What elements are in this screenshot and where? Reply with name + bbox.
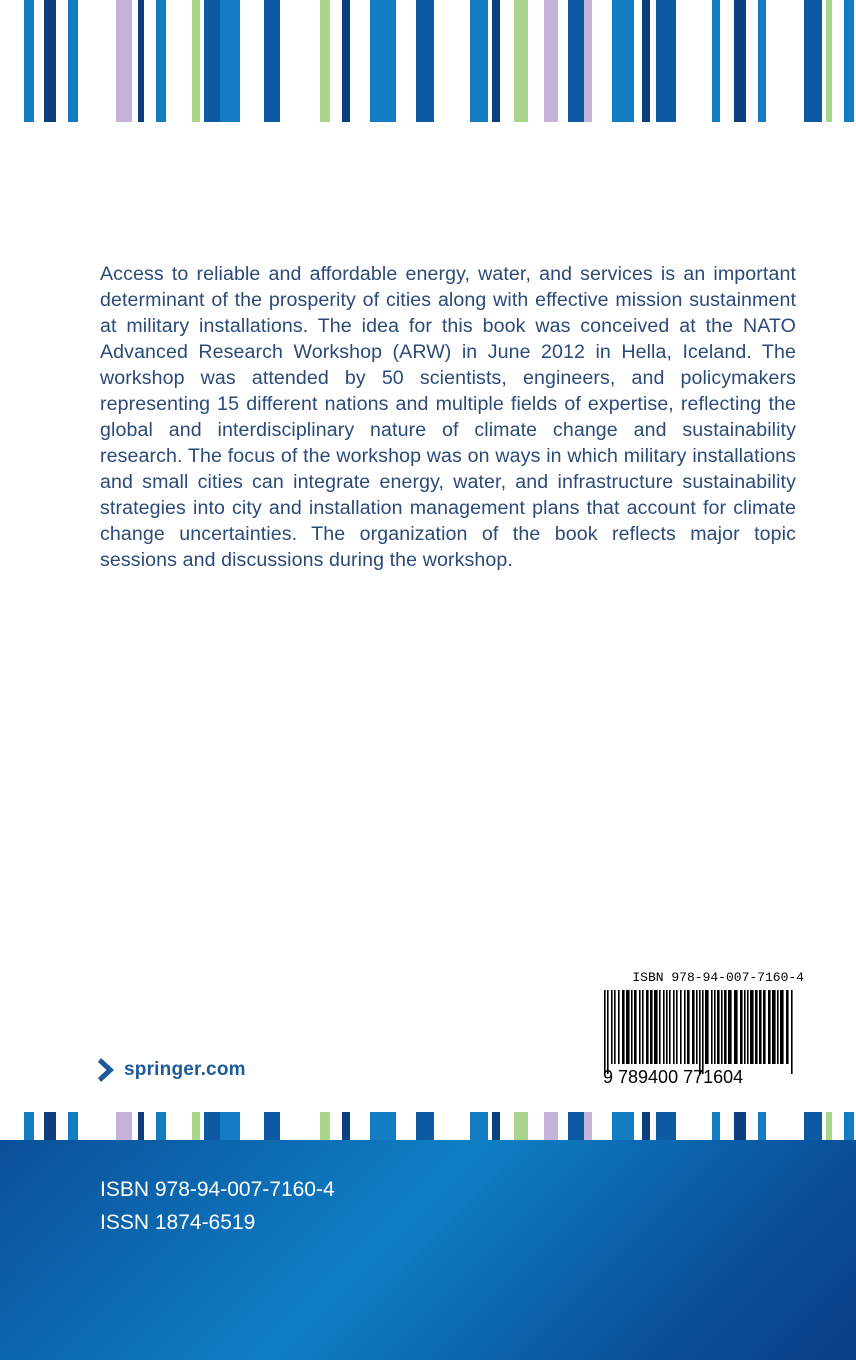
springer-logo bbox=[98, 1055, 246, 1085]
barcode-bar bbox=[786, 990, 789, 1064]
footer-isbn: ISBN 978-94-007-7160-4 bbox=[100, 1178, 335, 1201]
stripe bbox=[514, 1112, 528, 1140]
stripe bbox=[470, 0, 488, 122]
barcode-bar bbox=[714, 990, 716, 1064]
barcode-bar bbox=[663, 990, 665, 1064]
stripe bbox=[470, 1112, 488, 1140]
stripe bbox=[758, 0, 766, 122]
barcode-bar bbox=[684, 990, 686, 1064]
barcode-bar bbox=[740, 990, 743, 1064]
stripe bbox=[370, 0, 396, 122]
barcode-bar bbox=[772, 990, 776, 1064]
stripe bbox=[204, 0, 220, 122]
stripe bbox=[342, 1112, 350, 1140]
barcode-bar bbox=[666, 990, 668, 1064]
barcode-digits: 9 789400 771604 bbox=[603, 1067, 744, 1086]
barcode-bar bbox=[631, 990, 633, 1064]
stripe bbox=[342, 0, 350, 122]
barcode-bar bbox=[622, 990, 625, 1064]
stripe bbox=[734, 0, 746, 122]
stripe bbox=[416, 0, 434, 122]
stripe bbox=[204, 1112, 220, 1140]
barcode-bar bbox=[646, 990, 649, 1064]
barcode-bar bbox=[711, 990, 713, 1064]
stripe bbox=[44, 1112, 56, 1140]
barcode-bar bbox=[791, 990, 793, 1074]
barcode-bar bbox=[654, 990, 658, 1064]
stripe bbox=[734, 1112, 746, 1140]
stripe bbox=[138, 1112, 144, 1140]
stripe bbox=[44, 0, 56, 122]
stripe bbox=[584, 1112, 592, 1140]
stripe bbox=[416, 1112, 434, 1140]
stripe bbox=[68, 1112, 78, 1140]
barcode-bar bbox=[611, 990, 613, 1064]
barcode-bar bbox=[768, 990, 771, 1064]
isbn-barcode bbox=[600, 990, 800, 1086]
barcode-bar bbox=[750, 990, 754, 1064]
barcode-bar bbox=[676, 990, 678, 1064]
stripe bbox=[192, 0, 200, 122]
stripe bbox=[612, 1112, 634, 1140]
stripe bbox=[68, 0, 78, 122]
stripe bbox=[544, 0, 558, 122]
barcode-bar bbox=[642, 990, 644, 1064]
stripe bbox=[642, 0, 650, 122]
stripe bbox=[220, 0, 240, 122]
publisher-site-label: springer.com bbox=[124, 1059, 246, 1080]
top-stripe-band bbox=[0, 0, 856, 122]
chevron-right-icon bbox=[98, 1056, 118, 1084]
stripe bbox=[826, 1112, 832, 1140]
stripe bbox=[116, 1112, 132, 1140]
barcode-bar bbox=[759, 990, 762, 1064]
barcode-isbn-caption: ISBN 978-94-007-7160-4 bbox=[632, 970, 804, 985]
stripe bbox=[758, 1112, 766, 1140]
stripe bbox=[804, 0, 822, 122]
barcode-bar bbox=[755, 990, 758, 1064]
stripe bbox=[370, 1112, 396, 1140]
barcode-bar bbox=[696, 990, 698, 1064]
barcode-bar bbox=[780, 990, 784, 1064]
stripe bbox=[220, 1112, 240, 1140]
stripe bbox=[514, 0, 528, 122]
stripe bbox=[264, 1112, 280, 1140]
footer-issn: ISSN 1874-6519 bbox=[100, 1211, 256, 1234]
stripe bbox=[568, 1112, 584, 1140]
barcode-bar bbox=[692, 990, 695, 1064]
barcode-bar bbox=[744, 990, 746, 1064]
stripe bbox=[656, 0, 676, 122]
stripe bbox=[24, 1112, 34, 1140]
stripe bbox=[712, 0, 720, 122]
barcode-bar bbox=[639, 990, 641, 1064]
barcode-bar bbox=[763, 990, 766, 1064]
stripe bbox=[642, 1112, 650, 1140]
barcode-bar bbox=[702, 990, 704, 1074]
stripe bbox=[712, 1112, 720, 1140]
stripe bbox=[156, 0, 166, 122]
barcode-bar bbox=[721, 990, 723, 1064]
stripe bbox=[584, 0, 592, 122]
barcode-bar bbox=[734, 990, 738, 1064]
barcode-bar bbox=[687, 990, 690, 1064]
barcode-bar bbox=[659, 990, 661, 1064]
barcode-bar bbox=[618, 990, 620, 1064]
barcode-bar bbox=[650, 990, 653, 1064]
stripe bbox=[192, 1112, 200, 1140]
stripe bbox=[844, 0, 854, 122]
barcode-bar bbox=[777, 990, 779, 1064]
barcode-bar bbox=[717, 990, 720, 1064]
stripe bbox=[320, 1112, 330, 1140]
barcode-bar bbox=[607, 990, 609, 1074]
stripe bbox=[264, 0, 280, 122]
stripe bbox=[656, 1112, 676, 1140]
bottom-stripe-band bbox=[0, 1112, 856, 1140]
stripe bbox=[804, 1112, 822, 1140]
stripe bbox=[320, 0, 330, 122]
barcode-bar bbox=[724, 990, 727, 1064]
stripe bbox=[568, 0, 584, 122]
stripe bbox=[544, 1112, 558, 1140]
barcode-bar bbox=[614, 990, 616, 1064]
barcode-bar bbox=[728, 990, 732, 1064]
back-cover-blurb: Access to reliable and affordable energy, water, and services is an important determinant of the prosperity of cities along with effective mission sustainment at military installations. The idea for this book was conceived at the NATO Advanced Research Workshop (ARW) in June 2012 in Hella, Iceland. The workshop was attended by 50 scientists, engineers, and policymakers representing 15 different nations and multiple fields of expertise, reflecting the global and interdisciplinary nature of climate change and sustainability research. The focus of the workshop was on ways in which military installations and small cities can integrate energy, water, and infrastructure sustainability strategies into city and installation management plans that account for climate change uncertainties. The organization of the book reflects major topic sessions and discussions during the workshop. bbox=[100, 263, 796, 571]
stripe bbox=[612, 0, 634, 122]
stripe bbox=[826, 0, 832, 122]
barcode-bar bbox=[634, 990, 637, 1064]
barcode-bar bbox=[673, 990, 675, 1064]
barcode-bar bbox=[604, 990, 606, 1074]
stripe bbox=[24, 0, 34, 122]
barcode-bar bbox=[680, 990, 682, 1064]
stripe bbox=[844, 1112, 854, 1140]
barcode-bar bbox=[626, 990, 630, 1064]
stripe bbox=[116, 0, 132, 122]
footer-panel bbox=[0, 1140, 856, 1360]
stripe bbox=[492, 1112, 500, 1140]
stripe bbox=[156, 1112, 166, 1140]
barcode-bar bbox=[705, 990, 709, 1064]
barcode-bar bbox=[699, 990, 701, 1074]
stripe bbox=[492, 0, 500, 122]
stripe bbox=[138, 0, 144, 122]
barcode-bar bbox=[747, 990, 749, 1064]
barcode-bar bbox=[669, 990, 671, 1064]
